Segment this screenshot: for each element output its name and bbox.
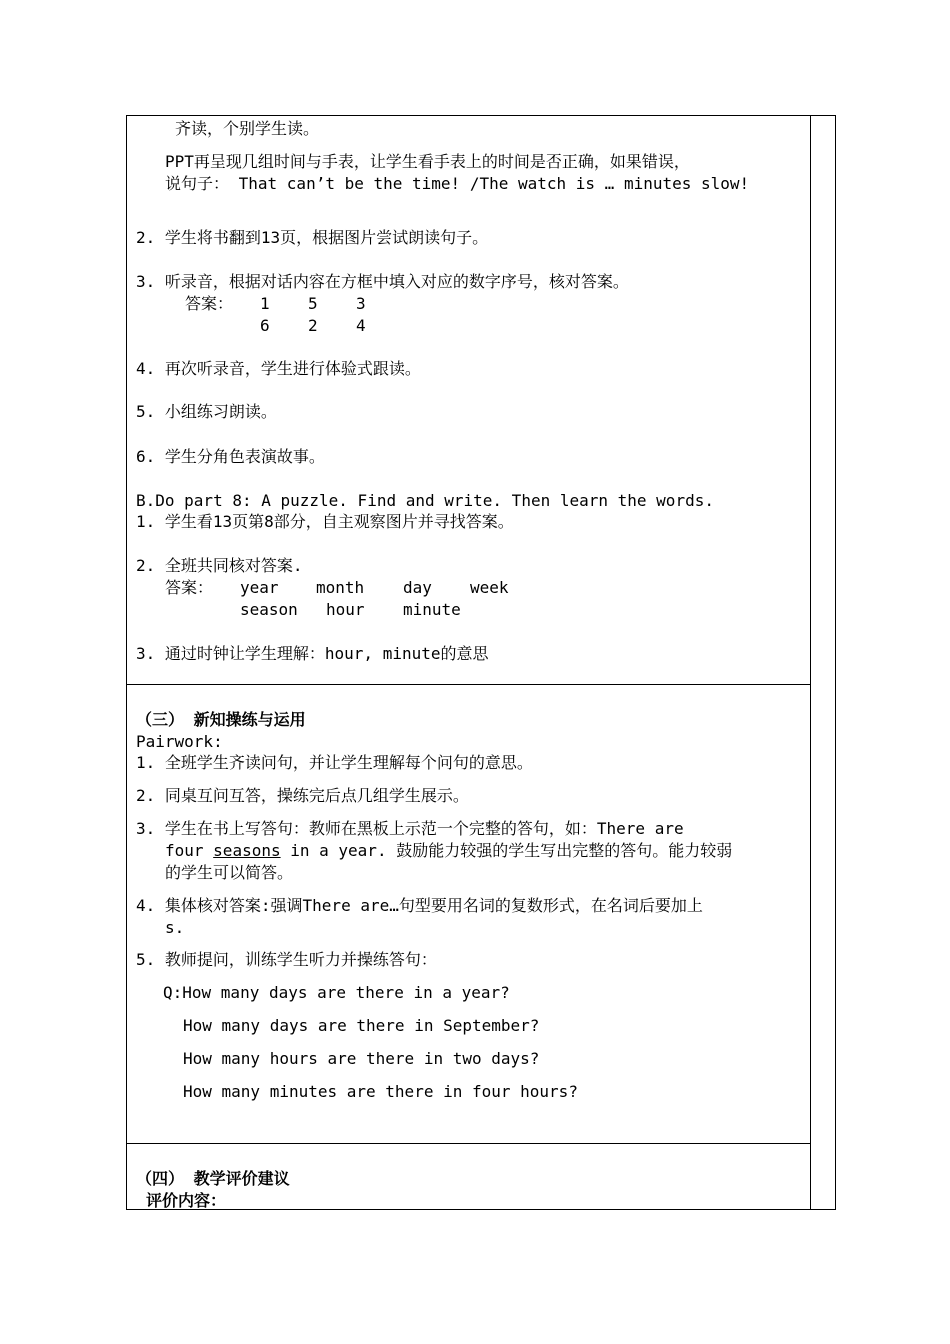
table-column-divider (810, 115, 811, 1210)
s3-step-4-line-2: s. (165, 918, 185, 937)
step-3: 3. 听录音，根据对话内容在方框中填入对应的数字序号，核对答案。 (136, 272, 629, 291)
word-answer: year (240, 578, 279, 597)
read-together-text: 齐读，个别学生读。 (175, 119, 320, 138)
word-answer: hour (326, 600, 365, 619)
word-answer: minute (403, 600, 461, 619)
s3-step-2: 2. 同桌互问互答，操练完后点几组学生展示。 (136, 786, 469, 805)
word-answer: day (403, 578, 432, 597)
ppt-line-2: 说句子： That can’t be the time! /The watch is … minutes slow! (165, 174, 750, 193)
b-step-3: 3. 通过时钟让学生理解：hour, minute的意思 (136, 644, 489, 663)
word-answer: week (470, 578, 509, 597)
word-answer: season (240, 600, 298, 619)
s3-line2-prefix: four (165, 841, 214, 860)
s3-step-3-line-2 (165, 840, 732, 862)
question-1: Q:How many days are there in a year? (163, 983, 510, 1002)
s3-line2-suffix: in a year. 鼓励能力较强的学生写出完整的答句。能力较弱 (280, 841, 733, 860)
table-row-divider (126, 684, 811, 685)
s3-step-5: 5. 教师提问，训练学生听力并操练答句： (136, 950, 437, 969)
answer-number: 5 (308, 294, 318, 313)
table-row-divider (126, 1143, 811, 1144)
section-four-heading: （四） 教学评价建议 (136, 1169, 290, 1188)
s3-step-3-line-1: 3. 学生在书上写答句：教师在黑板上示范一个完整的答句，如：There are (136, 819, 684, 838)
word-answer: month (316, 578, 365, 597)
part-b-title: B.Do part 8: A puzzle. Find and write. Then learn the words. (136, 491, 714, 510)
answer-number: 2 (308, 316, 318, 335)
underlined-word: seasons (213, 841, 281, 860)
b-step-2: 2. 全班共同核对答案. (136, 556, 303, 575)
evaluation-label: 评价内容： (146, 1191, 227, 1210)
section-three-heading: （三） 新知操练与运用 (136, 710, 306, 729)
ppt-line-1: PPT再呈现几组时间与手表，让学生看手表上的时间是否正确，如果错误， (165, 152, 690, 171)
b-step-1: 1. 学生看13页第8部分，自主观察图片并寻找答案。 (136, 512, 514, 531)
answer-number: 3 (356, 294, 366, 313)
s3-step-3-line-3: 的学生可以简答。 (165, 863, 294, 882)
answer-number: 6 (260, 316, 270, 335)
answer-number: 4 (356, 316, 366, 335)
pairwork-label: Pairwork: (136, 732, 223, 751)
s3-step-4-line-1: 4. 集体核对答案:强调There are…句型要用名词的复数形式，在名词后要加上 (136, 896, 703, 915)
question-2: How many days are there in September? (183, 1016, 540, 1035)
step-6: 6. 学生分角色表演故事。 (136, 447, 325, 466)
step-2: 2. 学生将书翻到13页，根据图片尝试朗读句子。 (136, 228, 489, 247)
question-3: How many hours are there in two days? (183, 1049, 540, 1068)
b-answer-label: 答案： (165, 578, 214, 597)
answer-number: 1 (260, 294, 270, 313)
question-4: How many minutes are there in four hours? (183, 1082, 578, 1101)
s3-step-1: 1. 全班学生齐读问句，并让学生理解每个问句的意思。 (136, 753, 533, 772)
step-5: 5. 小组练习朗读。 (136, 402, 277, 421)
step-4: 4. 再次听录音，学生进行体验式跟读。 (136, 359, 421, 378)
answer-label: 答案： (185, 294, 234, 313)
